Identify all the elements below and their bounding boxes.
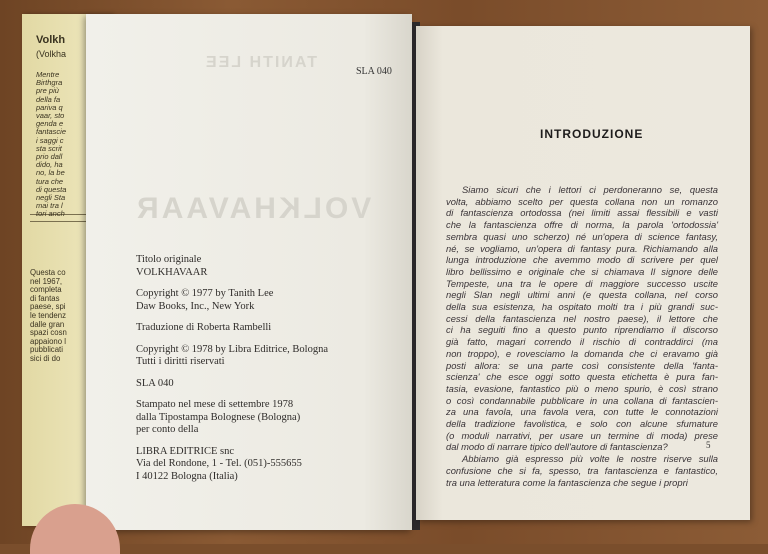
text-line: della tradizione favolistica, e solo con alcune sfumature (446, 418, 718, 430)
flap-text-line: nel 1967, (30, 276, 63, 286)
flap-title: Volkh (36, 34, 66, 46)
flap-text-line: della fa (36, 94, 61, 104)
flap-text-line: Questa co (30, 268, 66, 277)
page-number: 5 (706, 440, 711, 450)
text-line: posti allora: se una parte così consistente della 'fanta- (446, 359, 718, 371)
imprint-line: Copyright © 1977 by Tanith Lee (136, 288, 274, 299)
text-line: della sua esistenza, ha ospitato molti tra i più grandi suc- (446, 301, 718, 313)
flap-text-line: sta scrit (36, 143, 62, 153)
chapter-heading: INTRODUZIONE (540, 127, 644, 141)
flap-text-line: prio dall (36, 152, 63, 161)
text-line: lunga introduzione che avemmo modo di scrivere per quel (446, 254, 718, 266)
flap-text-line: sici di do (30, 354, 61, 363)
text-line: negli Slan negli ultimi anni (e questa collana, nel corso (446, 289, 718, 301)
flap-subtitle: (Volkha (36, 49, 67, 59)
ghost-author: TANITH LEE (204, 54, 318, 71)
text-line: Abbiamo già espresso più volte le nostre riserve sulla (462, 453, 718, 465)
left-page (86, 14, 412, 530)
flap-text-line: dalle gran (30, 319, 65, 329)
text-line: già fatto, magari correndo il rischio di contraddirci (ma (446, 336, 718, 348)
flap-text-line: negli Sta (36, 193, 66, 202)
text-line: confusione che si fa, spesso, tra fantascienza e fantastico, (446, 464, 718, 476)
text-line: (o moduli narrativi, per usare un termine di moda) prese (446, 429, 718, 441)
text-line: o così condannabile pubblicare in una collana di fantascien- (446, 394, 718, 406)
flap-text-line: pubblicati (30, 345, 63, 355)
flap-text-line: i saggi c (36, 135, 64, 145)
flap-text-line: di fantas (30, 293, 60, 303)
series-code: SLA 040 (356, 66, 392, 77)
flap-text-line: pariva q (36, 102, 63, 112)
text-line: volta, abbiamo scelto per questa collana non un romanzo (446, 195, 718, 207)
text-line: ci ha seguiti fino a questo punto riprendiamo il discorso (446, 324, 718, 336)
imprint-line: Daw Books, Inc., New York (136, 300, 255, 312)
imprint-line: per conto della (136, 424, 199, 435)
flap-text-line: pre più (36, 86, 59, 96)
imprint-line: Tutti i diritti riservati (136, 356, 225, 367)
flap-text-line: spazi cosn (30, 328, 67, 338)
imprint-block (136, 254, 328, 483)
flap-text-line: tori anch (36, 209, 65, 219)
imprint-line: VOLKHAVAAR (136, 266, 208, 278)
right-page (416, 26, 750, 520)
imprint-line: Stampato nel mese di settembre 1978 (136, 399, 294, 410)
imprint-line: Titolo originale (136, 254, 202, 265)
flap-text-line: fantascie (36, 127, 67, 137)
flap-text-line: appaiono l (30, 336, 66, 346)
flap-text-line: mai tra l (36, 201, 63, 211)
flap-text-line: no, la be (36, 168, 65, 178)
flap-text-line: vaar, sto (36, 111, 65, 120)
imprint-line: LIBRA EDITRICE snc (136, 445, 234, 457)
body-text (446, 184, 718, 488)
text-line: sembra quasi uno scherzo) né un'opera di science fantasy, (446, 230, 718, 242)
flap-text-line: tura che (36, 176, 64, 186)
text-line: né, se vogliamo, un'opera di fantasy pura. Richiamando alla (446, 242, 718, 254)
text-line: za una favola, una favola vera, con tutte le connotazioni (446, 406, 718, 418)
flap-text-line: Birthgra (36, 78, 63, 88)
flap-text-line: genda e (36, 119, 64, 129)
imprint-line: SLA 040 (136, 377, 174, 389)
imprint-line: I 40122 Bologna (Italia) (136, 470, 238, 482)
text-line: tasia, evasione, fantastico più o meno spurio, è così strano (446, 382, 718, 394)
text-line: Tempeste, una tra le opere di maggiore successo uscite (446, 277, 718, 289)
imprint-line: dalla Tipostampa Bolognese (Bologna) (136, 411, 301, 423)
flap-text-line: Mentre (36, 70, 60, 79)
text-line: non troppo), e rovesciamo la domanda che ci eravamo già (446, 347, 718, 359)
text-line: libro bellissimo e originale che si chiamava Il signore delle (446, 265, 718, 277)
text-line: tra una letteratura come la fantascienza che segue i propri (446, 476, 688, 488)
imprint-line: Via del Rondone, 1 - Tel. (051)-555655 (136, 458, 302, 469)
text-line: di fantascienza ortodossa (nei limiti assai flessibili e vasti (446, 207, 718, 219)
text-line: dal modo di narrare tipico dell'autore di fantascienza? (446, 441, 668, 453)
flap-text-line: completa (30, 285, 62, 295)
imprint-line: Traduzione di Roberta Rambelli (136, 322, 272, 333)
text-line: cessi della fantascienza nel nostro paese), il lettore che (446, 312, 718, 324)
text-line: Siamo sicuri che i lettori ci perdoneranno se, questa (462, 184, 718, 195)
flap-text-line: paese, spi (30, 302, 66, 312)
text-line: scienza' che esce oggi sotto questa etichetta è pura fan- (446, 371, 718, 383)
flap-text-line: le tendenz (30, 311, 66, 320)
imprint-line: Copyright © 1978 by Libra Editrice, Bologna (136, 343, 328, 355)
ghost-title: VOLKHAVAAR (134, 192, 372, 225)
flap-text-line: di questa (36, 184, 67, 194)
text-line: che la fantascienza offre di norma, la parola 'ortodossia' (446, 219, 718, 231)
flap-text-line: dido, ha (36, 160, 63, 170)
